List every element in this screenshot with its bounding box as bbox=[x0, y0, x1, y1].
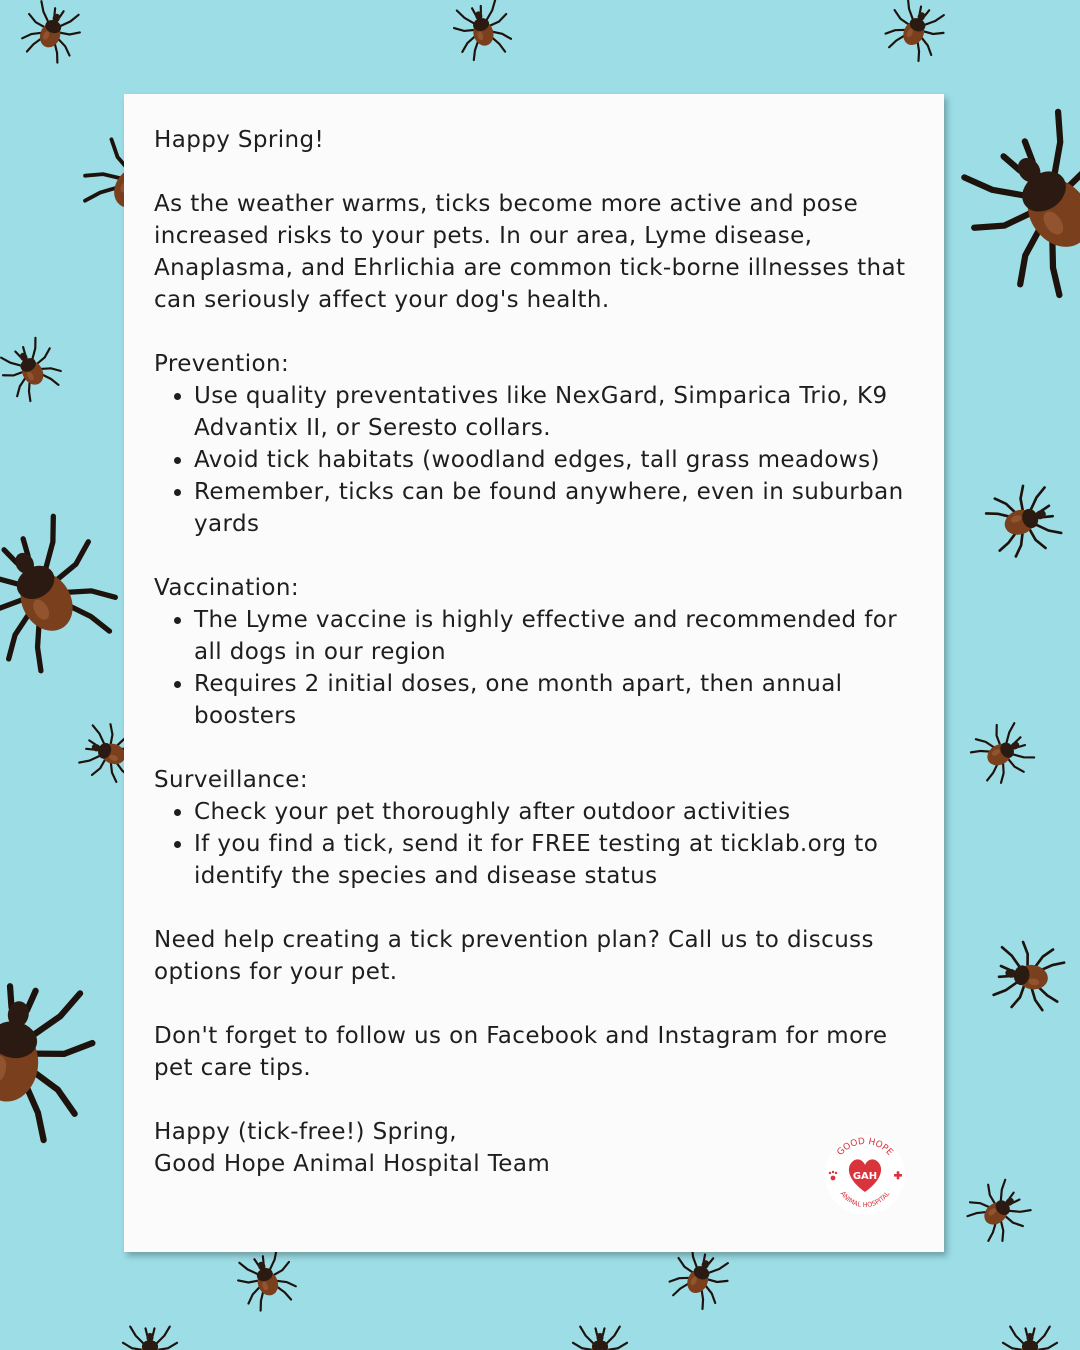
list-item: • Requires 2 initial doses, one month apart, then annual boosters bbox=[194, 668, 914, 732]
signoff-line: Happy (tick-free!) Spring, bbox=[154, 1119, 457, 1145]
section-heading-vaccination: Vaccination: bbox=[154, 575, 300, 601]
tick-icon bbox=[1003, 1327, 1057, 1350]
list-item: • Check your pet thoroughly after outdoor activities bbox=[194, 796, 914, 828]
logo-top-text: GOOD HOPE bbox=[835, 1136, 895, 1158]
surveillance-list bbox=[154, 796, 914, 892]
tick-icon bbox=[450, 0, 516, 63]
tick-icon bbox=[123, 1327, 177, 1350]
section-heading-surveillance: Surveillance: bbox=[154, 767, 308, 793]
list-item: • Remember, ticks can be found anywhere, even in suburban yards bbox=[194, 476, 914, 540]
list-item: • The Lyme vaccine is highly effective and recommended for all dogs in our region bbox=[194, 604, 914, 668]
tick-icon bbox=[879, 0, 950, 66]
tick-icon bbox=[663, 1243, 734, 1313]
section-heading-prevention: Prevention: bbox=[154, 351, 290, 377]
tick-icon bbox=[17, 0, 86, 66]
list-item: • Use quality preventatives like NexGard, Simparica Trio, K9 Advantix II, or Seresto collars. bbox=[194, 380, 914, 444]
good-hope-logo bbox=[824, 1134, 906, 1216]
tick-icon bbox=[961, 1174, 1036, 1249]
logo-bottom-text: ANIMAL HOSPITAL bbox=[838, 1189, 892, 1210]
tick-icon bbox=[947, 100, 1080, 313]
tick-icon bbox=[233, 1247, 302, 1315]
vaccination-list bbox=[154, 604, 914, 732]
prevention-list bbox=[154, 380, 914, 540]
tick-icon bbox=[573, 1327, 627, 1350]
list-item: • Avoid tick habitats (woodland edges, tall grass meadows) bbox=[194, 444, 914, 476]
logo-monogram: GAH bbox=[852, 1171, 878, 1182]
list-item: • If you find a tick, send it for FREE testing at ticklab.org to identify the species and disease status bbox=[194, 828, 914, 892]
letter-card bbox=[124, 94, 944, 1252]
tick-icon bbox=[966, 717, 1038, 790]
tick-icon bbox=[0, 507, 132, 684]
social-reminder: Don't forget to follow us on Facebook and Instagram for more pet care tips. bbox=[154, 1023, 888, 1081]
tick-icon bbox=[982, 479, 1065, 563]
tick-icon bbox=[0, 334, 68, 406]
tick-icon bbox=[0, 970, 101, 1146]
tick-icon bbox=[992, 939, 1066, 1015]
letter-body bbox=[154, 124, 914, 1180]
call-to-action: Need help creating a tick prevention plan? Call us to discuss options for your pet. bbox=[154, 927, 874, 985]
intro-paragraph: As the weather warms, ticks become more active and pose increased risks to your pets. In our area, Lyme disease, Anaplasma, and Ehrlichia are common tick-borne illnesses that can seriously affect your dog's health. bbox=[154, 191, 906, 313]
signature: Good Hope Animal Hospital Team bbox=[154, 1151, 551, 1177]
greeting: Happy Spring! bbox=[154, 127, 325, 153]
